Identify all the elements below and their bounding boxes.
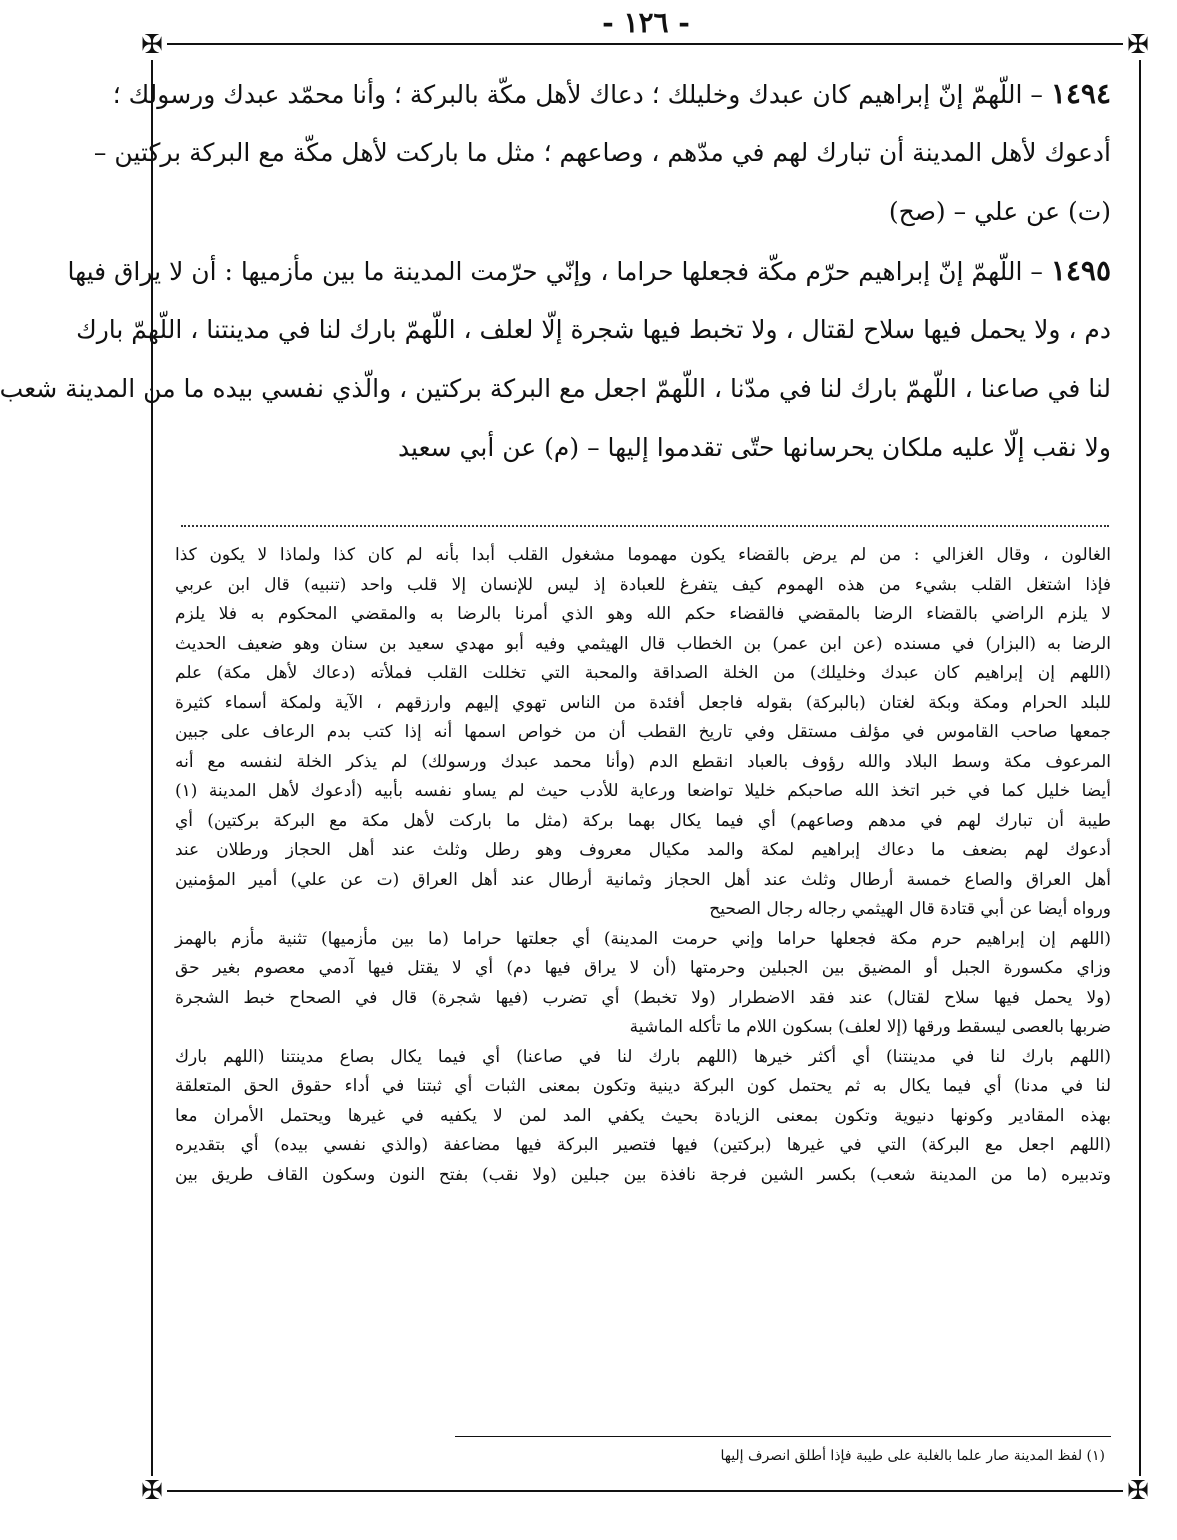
- commentary-line: (اللهم بارك لنا في مدينتنا) أي أكثر خيرها (اللهم بارك لنا في صاعنا) أي فيما يكال بصاع مدينتنا (اللهم بارك: [175, 1046, 1111, 1067]
- hadith-line: لنا في صاعنا ، اللّهمّ بارك لنا في مدّنا ، اللّهمّ اجعل مع البركة بركتين ، والّذي نفسي بيده ما من المدينة شعب: [0, 374, 1111, 403]
- commentary-line: الغالون ، وقال الغزالي : من لم يرض بالقضاء يكون مهموما مشغول القلب أبدا بأنه لم كان كذا ولماذا لا يكون كذا: [175, 545, 1111, 565]
- commentary-line: أهل العراق والصاع خمسة أرطال وثلث عند أهل الحجاز وثمانية أرطال عند أهل العراق (ت عن علي) أمير المؤمنين: [175, 869, 1111, 890]
- corner-ornament-icon: ✠: [1123, 1476, 1153, 1506]
- commentary-line: للبلد الحرام ومكة وبكة لغتان (بالبركة) بقوله فاجعل أفئدة من الناس تهوي إليهم وارزقهم ، الآية ولمكة أسماء كثيرة: [175, 692, 1111, 713]
- commentary-line: ورواه أيضا عن أبي قتادة قال الهيثمي رجاله رجال الصحيح: [709, 899, 1111, 919]
- page-number: - ١٢٦ -: [602, 6, 690, 39]
- commentary: [175, 541, 1111, 1190]
- commentary-line: ضربها بالعصى ليسقط ورقها (إلا لعلف) بسكون اللام ما تأكله الماشية: [629, 1017, 1111, 1037]
- commentary-line: وزاي مكسورة الجبل أو المضيق بين الجبلين وحرمتها (أن لا يراق فيها دم) أي لا يقتل فيها آدمي معصوم بغير حق: [175, 958, 1111, 978]
- corner-ornament-icon: ✠: [137, 30, 167, 60]
- hadith-1494: [93, 64, 1111, 241]
- hadith-source: (ت) عن علي – (صح): [888, 197, 1111, 226]
- commentary-line: وتدبيره (ما من المدينة شعب) بكسر الشين فرجة نافذة بين جبلين (ولا نقب) بفتح النون وسكون القاف طريق بين: [175, 1164, 1111, 1185]
- section-divider: [181, 525, 1109, 527]
- hadith-number: ١٤٩٥: [1050, 254, 1111, 287]
- corner-ornament-icon: ✠: [1123, 30, 1153, 60]
- commentary-line: (ولا يحمل فيها سلاح لقتال) عند فقد الاضطرار (ولا تخبط) أي تضرب (فيها شجرة) قال في الصحاح خبط الشجرة: [175, 987, 1111, 1008]
- hadith-text: [0, 64, 1111, 477]
- hadith-1495: [0, 241, 1111, 477]
- hadith-text-span: – اللّهمّ إنّ إبراهيم كان عبدك وخليلك ؛ دعاك لأهل مكّة بالبركة ؛ وأنا محمّد عبدك ورسولك ؛: [112, 80, 1043, 109]
- commentary-line: (اللهم اجعل مع البركة) التي في غيرها (بركتين) فيها فتصير البركة فيها مضاعفة (والذي نفسي بيده) أي بتقديره: [175, 1135, 1111, 1155]
- commentary-line: أدعوك لهم بضعف ما دعاك إبراهيم لمكة والمد مكيال معروف وهو رطل وثلث عند أهل الحجاز ورطلان عند: [175, 840, 1111, 860]
- hadith-line: دم ، ولا يحمل فيها سلاح لقتال ، ولا تخبط فيها شجرة إلّا لعلف ، اللّهمّ بارك لنا في مدينتنا ، اللّهمّ بارك: [76, 315, 1111, 344]
- hadith-text-span: – اللّهمّ إنّ إبراهيم حرّم مكّة فجعلها حراما ، وإنّي حرّمت المدينة ما بين مأزميها : أن لا يراق فيها: [67, 257, 1043, 286]
- commentary-line: لنا في مدنا) أي فيما يكال به ثم يحتمل كون البركة دينية وتكون بمعنى الثبات أي ثبتنا في أداء حقوق الحق المتعلقة: [175, 1076, 1111, 1096]
- hadith-line: أدعوك لأهل المدينة أن تبارك لهم في مدّهم ، وصاعهم ؛ مثل ما باركت لأهل مكّة مع البركة بركتين –: [93, 138, 1111, 167]
- commentary-line: (اللهم إن إبراهيم كان عبدك وخليلك) من الخلة الصداقة والمحبة التي تخللت القلب فملأته (دعاك لأهل مكة) علم: [175, 663, 1111, 683]
- frame-bottom-rule: [151, 1490, 1139, 1492]
- commentary-line: أيضا خليل كما في خبر اتخذ الله صاحبكم خليلا تواضعا ورعاية للأدب حيث لم يساو نفسه بأبيه (أدعوك لأهل المدينة (١): [175, 781, 1111, 801]
- commentary-line: بهذه المقادير وكونها دنيوية وتكون بمعنى الزيادة بحيث يكفي المد لمن لا يكفيه في غيرها ويحتمل الأمران معا: [175, 1105, 1111, 1126]
- footnote-rule: [455, 1436, 1111, 1437]
- commentary-line: الرضا به (البزار) في مسنده (عن ابن عمر) بن الخطاب قال الهيثمي وفيه أبو مهدي سعيد بن سنان وهو ضعيف الحديث: [175, 633, 1111, 654]
- hadith-line: [67, 241, 1111, 300]
- footnote: (١) لفظ المدينة صار علما بالغلبة على طيبة فإذا أطلق انصرف إليها: [720, 1448, 1105, 1464]
- commentary-line: (اللهم إن إبراهيم حرم مكة فجعلها حراما وإني حرمت المدينة) أي جعلتها حراما (ما بين مأزميها) تثنية مأزم بالهمز: [175, 928, 1111, 949]
- commentary-line: طيبة أن تبارك لهم في مدهم وصاعهم) أي فيما يكال بهما بركة (مثل ما باركت لأهل مكة مع البركة بركتين) أي: [175, 810, 1111, 831]
- hadith-line: ولا نقب إلّا عليه ملكان يحرسانها حتّى تقدموا إليها – (م) عن أبي سعيد: [397, 433, 1111, 462]
- hadith-line: [112, 64, 1111, 123]
- commentary-line: المرعوف مكة وسط البلاد والله رؤوف بالعباد انقطع الدم (وأنا محمد عبدك ورسولك) لم يذكر الخلة لنفسه مع أنه: [175, 751, 1111, 772]
- commentary-line: فإذا اشتغل القلب بشيء من هذه الهموم كيف يتفرغ للعبادة إذ ليس للإنسان إلا قلب واحد (تنبيه) قال ابن عربي: [175, 574, 1111, 595]
- commentary-line: جمعها صاحب القاموس في مؤلف مستقل وفي تاريخ القطب أن من خواص اسمها أنه إذا كتب بدم الرعاف على جبين: [175, 722, 1111, 742]
- hadith-number: ١٤٩٤: [1050, 77, 1111, 110]
- commentary-line: لا يلزم الراضي بالقضاء الرضا بالمقضي فالقضاء حكم الله وهو الذي أمرنا بالرضا به والمقضي المحكوم به فلا يلزم: [175, 604, 1111, 624]
- corner-ornament-icon: ✠: [137, 1476, 167, 1506]
